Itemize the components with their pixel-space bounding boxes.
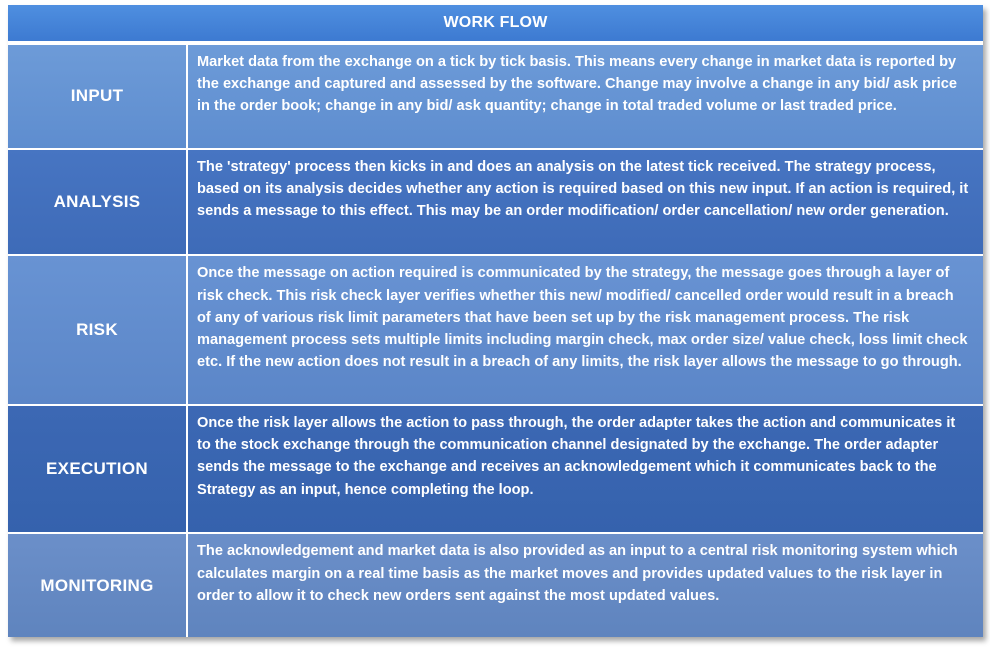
workflow-row-execution — [8, 406, 983, 535]
stage-label-analysis: ANALYSIS — [8, 150, 188, 255]
table-title: WORK FLOW — [8, 5, 983, 45]
workflow-row-risk — [8, 256, 983, 406]
stage-description-input: Market data from the exchange on a tick by tick basis. This means every change in market data is reported by the exchange and captured and assessed by the software. Change may involve a change in any bid/ ask price in the order book; change in any bid/ ask quantity; change in total traded volume or last traded price. — [197, 53, 957, 115]
workflow-row-input — [8, 45, 983, 150]
stage-description-monitoring: The acknowledgement and market data is also provided as an input to a central risk monitoring system which calculates margin on a real time basis as the market moves and provides updated values to the risk layer in order to allow it to check new orders sent against the most updated values. — [197, 543, 958, 604]
stage-description-analysis: The 'strategy' process then kicks in and does an analysis on the latest tick received. The strategy process, based on its analysis decides whether any action is required based on this new input. If an action is required, it sends a message to this effect. This may be an order modification/ order cancellation/ new order generation. — [197, 158, 969, 220]
stage-label-monitoring: MONITORING — [8, 534, 188, 637]
workflow-row-analysis — [8, 150, 983, 257]
stage-label-execution: EXECUTION — [8, 406, 188, 533]
stage-description-risk: Once the message on action required is communicated by the strategy, the message goes through a layer of risk check. This risk check layer verifies whether this new/ modified/ cancelled order would result in a breach of any of various risk limit parameters that have been set up by the risk management process. The risk management process sets multiple limits including margin check, max order size/ value check, loss limit check etc. If the new action does not result in a breach of any limits, the risk layer allows the message to go through. — [197, 265, 968, 371]
stage-description-execution: Once the risk layer allows the action to pass through, the order adapter takes the action and communicates it to the stock exchange through the communication channel designated by the exchange. The order adapter sends the message to the exchange and receives an acknowledgement which it communicates back to the Strategy as an input, hence completing the loop. — [197, 414, 956, 498]
workflow-table — [8, 5, 983, 637]
stage-label-input: INPUT — [8, 45, 188, 148]
stage-label-risk: RISK — [8, 256, 188, 404]
workflow-row-monitoring — [8, 534, 983, 637]
